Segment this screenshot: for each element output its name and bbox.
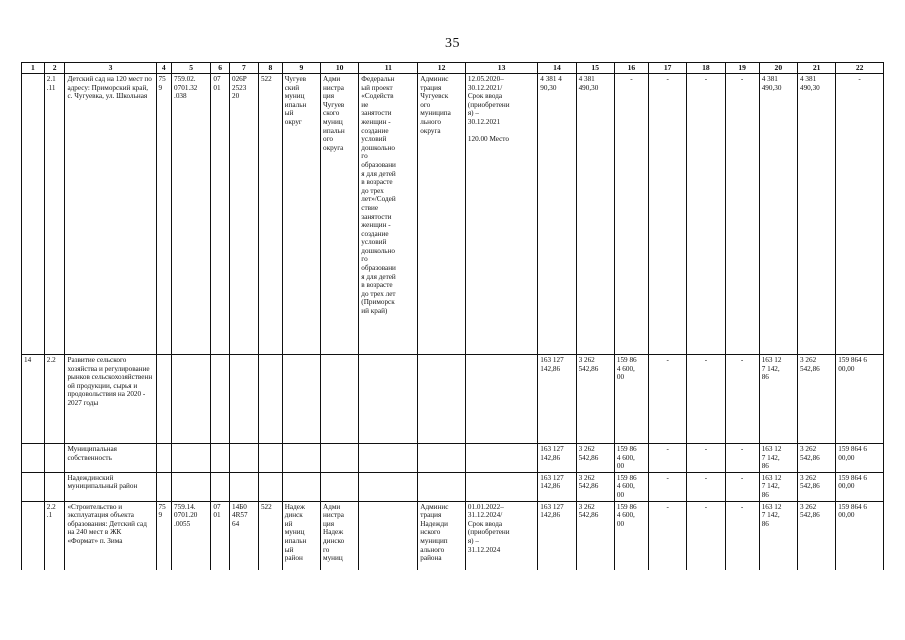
column-header-5: 5 <box>172 63 211 74</box>
column-header-6: 6 <box>211 63 230 74</box>
column-header-10: 10 <box>321 63 359 74</box>
table-cell-col-4: 75 9 <box>156 74 172 355</box>
table-cell-col-5 <box>172 472 211 501</box>
table-cell-col-6 <box>211 444 230 473</box>
table-cell-col-7: 026Р 2523 20 <box>229 74 258 355</box>
table-cell-col-3: Детский сад на 120 мест по адресу: Приморский край, с. Чугуевка, ул. Школьная <box>65 74 156 355</box>
table-cell-col-13 <box>465 444 537 473</box>
table-cell-col-15: 3 262 542,86 <box>576 472 614 501</box>
column-header-16: 16 <box>614 63 648 74</box>
table-cell-col-22: 159 864 6 00,00 <box>836 501 884 570</box>
table-cell-col-2 <box>44 472 65 501</box>
table-cell-col-18: - <box>687 472 725 501</box>
column-header-4: 4 <box>156 63 172 74</box>
table-cell-col-16: 159 86 4 600, 00 <box>614 472 648 501</box>
table-cell-col-15: 3 262 542,86 <box>576 444 614 473</box>
table-cell-col-19: - <box>725 355 759 444</box>
table-cell-col-13: 12.05.2020– 30.12.2021/ Срок ввода (приобретени я) – 30.12.2021 120.00 Место <box>465 74 537 355</box>
table-cell-col-7 <box>229 355 258 444</box>
table-cell-col-16: 159 86 4 600, 00 <box>614 501 648 570</box>
page-number: 35 <box>445 36 460 51</box>
column-header-7: 7 <box>229 63 258 74</box>
table-cell-col-9 <box>282 355 320 444</box>
table-cell-col-6 <box>211 355 230 444</box>
table-cell-col-14: 163 127 142,86 <box>538 355 576 444</box>
table-cell-col-17: - <box>649 355 687 444</box>
table-row <box>22 355 884 444</box>
column-header-20: 20 <box>759 63 797 74</box>
table-cell-col-10 <box>321 444 359 473</box>
table-cell-col-10 <box>321 472 359 501</box>
table-cell-col-12: Админис трация Чугуевск ого муниципа льного округа <box>418 74 466 355</box>
table-cell-col-22: 159 864 6 00,00 <box>836 444 884 473</box>
table-cell-col-21: 4 381 490,30 <box>797 74 835 355</box>
table-cell-col-15: 3 262 542,86 <box>576 355 614 444</box>
table-cell-col-1 <box>22 501 45 570</box>
table-cell-col-17: - <box>649 472 687 501</box>
table-row <box>22 74 884 355</box>
table-cell-col-14: 163 127 142,86 <box>538 501 576 570</box>
table-cell-col-9 <box>282 444 320 473</box>
table-row <box>22 501 884 570</box>
table-cell-col-4 <box>156 355 172 444</box>
table-cell-col-18: - <box>687 74 725 355</box>
table-cell-col-11 <box>359 355 418 444</box>
column-header-1: 1 <box>22 63 45 74</box>
table-cell-col-8 <box>258 355 282 444</box>
column-header-19: 19 <box>725 63 759 74</box>
table-cell-col-12 <box>418 444 466 473</box>
table-cell-col-1 <box>22 74 45 355</box>
table-cell-col-3: «Строительство и эксплуатация объекта образования: Детский сад на 240 мест в ЖК «Формат» п. Зима <box>65 501 156 570</box>
column-header-8: 8 <box>258 63 282 74</box>
header-row <box>22 63 884 74</box>
column-header-11: 11 <box>359 63 418 74</box>
table-cell-col-3: Муниципальная собственность <box>65 444 156 473</box>
table-cell-col-19: - <box>725 74 759 355</box>
table-cell-col-2 <box>44 444 65 473</box>
table-cell-col-9 <box>282 472 320 501</box>
table-cell-col-10 <box>321 355 359 444</box>
table-cell-col-20: 163 12 7 142, 86 <box>759 444 797 473</box>
column-header-2: 2 <box>44 63 65 74</box>
table-cell-col-8 <box>258 472 282 501</box>
column-header-17: 17 <box>649 63 687 74</box>
table-cell-col-9: Надеж динск ий муниц ипальн ый район <box>282 501 320 570</box>
table-cell-col-5: 759.14. 0701.20 .0055 <box>172 501 211 570</box>
table-cell-col-14: 163 127 142,86 <box>538 472 576 501</box>
table-cell-col-15: 3 262 542,86 <box>576 501 614 570</box>
table-cell-col-3: Надеждинский муниципальный район <box>65 472 156 501</box>
table-cell-col-20: 163 12 7 142, 86 <box>759 355 797 444</box>
column-header-22: 22 <box>836 63 884 74</box>
table-cell-col-2: 2.2 <box>44 355 65 444</box>
table-row <box>22 444 884 473</box>
table-cell-col-18: - <box>687 501 725 570</box>
table-cell-col-10: Адми нистра ция Чугуев ского муниц ипальн ого округа <box>321 74 359 355</box>
table-cell-col-18: - <box>687 444 725 473</box>
table-cell-col-5 <box>172 444 211 473</box>
table-cell-col-13 <box>465 355 537 444</box>
table-cell-col-22: - <box>836 74 884 355</box>
table-cell-col-8: 522 <box>258 74 282 355</box>
table-cell-col-9: Чугуев ский муниц ипальн ый округ <box>282 74 320 355</box>
table-cell-col-6: 07 01 <box>211 501 230 570</box>
table-cell-col-19: - <box>725 472 759 501</box>
table-cell-col-11 <box>359 472 418 501</box>
table-cell-col-1 <box>22 472 45 501</box>
column-header-3: 3 <box>65 63 156 74</box>
table-cell-col-4 <box>156 444 172 473</box>
table-cell-col-17: - <box>649 444 687 473</box>
table-cell-col-4: 75 9 <box>156 501 172 570</box>
table-cell-col-5 <box>172 355 211 444</box>
table-cell-col-14: 163 127 142,86 <box>538 444 576 473</box>
table-cell-col-16: - <box>614 74 648 355</box>
table-cell-col-17: - <box>649 74 687 355</box>
table-cell-col-19: - <box>725 444 759 473</box>
table-cell-col-7: 14Б0 4R57 64 <box>229 501 258 570</box>
table-cell-col-20: 163 12 7 142, 86 <box>759 501 797 570</box>
column-header-14: 14 <box>538 63 576 74</box>
table-cell-col-21: 3 262 542,86 <box>797 444 835 473</box>
column-header-21: 21 <box>797 63 835 74</box>
table-cell-col-14: 4 381 4 90,30 <box>538 74 576 355</box>
table-cell-col-18: - <box>687 355 725 444</box>
table-cell-col-21: 3 262 542,86 <box>797 355 835 444</box>
table-cell-col-8: 522 <box>258 501 282 570</box>
table-cell-col-2: 2.2 .1 <box>44 501 65 570</box>
table-cell-col-1 <box>22 444 45 473</box>
table-cell-col-11: Федеральн ый проект «Содейств ие занятости женщин - создание условий дошкольно го образовани я для детей в возрасте до трех лет»/Содей ствие занятости женщин - создание условий дошкольно го образовани я для детей в возрасте до трех лет (Приморск ий край) <box>359 74 418 355</box>
table-cell-col-20: 4 381 490,30 <box>759 74 797 355</box>
table-cell-col-10: Адми нистра ция Надеж динско го муниц <box>321 501 359 570</box>
table-cell-col-22: 159 864 6 00,00 <box>836 355 884 444</box>
column-header-18: 18 <box>687 63 725 74</box>
table-cell-col-17: - <box>649 501 687 570</box>
column-header-9: 9 <box>282 63 320 74</box>
table-cell-col-4 <box>156 472 172 501</box>
table-cell-col-7 <box>229 472 258 501</box>
table-cell-col-1: 14 <box>22 355 45 444</box>
table-cell-col-15: 4 381 490,30 <box>576 74 614 355</box>
table-cell-col-12 <box>418 355 466 444</box>
table-cell-col-5: 759.02. 0701.32 .038 <box>172 74 211 355</box>
table-cell-col-20: 163 12 7 142, 86 <box>759 472 797 501</box>
table-cell-col-2: 2.1 .11 <box>44 74 65 355</box>
table-cell-col-8 <box>258 444 282 473</box>
table-cell-col-21: 3 262 542,86 <box>797 501 835 570</box>
budget-table <box>21 62 884 570</box>
table-cell-col-6: 07 01 <box>211 74 230 355</box>
table-cell-col-12: Админис трация Надежди нского муницип ального района <box>418 501 466 570</box>
table-cell-col-11 <box>359 501 418 570</box>
table-cell-col-16: 159 86 4 600, 00 <box>614 444 648 473</box>
column-header-15: 15 <box>576 63 614 74</box>
table-cell-col-21: 3 262 542,86 <box>797 472 835 501</box>
table-cell-col-11 <box>359 444 418 473</box>
table-cell-col-22: 159 864 6 00,00 <box>836 472 884 501</box>
table-cell-col-7 <box>229 444 258 473</box>
table-cell-col-6 <box>211 472 230 501</box>
table-cell-col-19: - <box>725 501 759 570</box>
table-cell-col-13 <box>465 472 537 501</box>
table-cell-col-16: 159 86 4 600, 00 <box>614 355 648 444</box>
table-cell-col-13: 01.01.2022– 31.12.2024/ Срок ввода (приобретени я) – 31.12.2024 <box>465 501 537 570</box>
table-cell-col-3: Развитие сельского хозяйства и регулирование рынков сельскохозяйственн ой продукции, сырья и продовольствия на 2020 - 2027 годы <box>65 355 156 444</box>
table-row <box>22 472 884 501</box>
column-header-13: 13 <box>465 63 537 74</box>
column-header-12: 12 <box>418 63 466 74</box>
table-cell-col-12 <box>418 472 466 501</box>
